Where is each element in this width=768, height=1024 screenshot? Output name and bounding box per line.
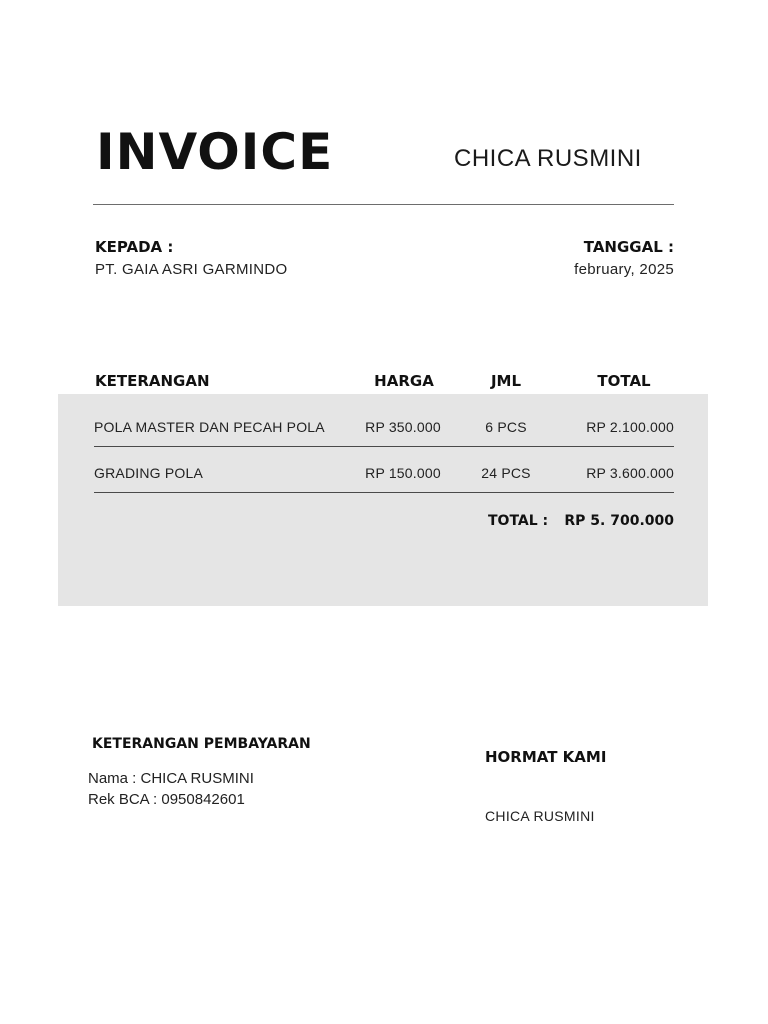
- recipient-label: KEPADA :: [95, 238, 174, 256]
- row-2-description: GRADING POLA: [94, 465, 203, 481]
- column-header-description: KETERANGAN: [95, 372, 210, 390]
- column-header-total: TOTAL: [597, 372, 651, 390]
- row-1-quantity: 6 PCS: [485, 419, 527, 435]
- signature-name: CHICA RUSMINI: [485, 808, 595, 824]
- row-divider: [94, 492, 674, 493]
- row-1-description: POLA MASTER DAN PECAH POLA: [94, 419, 325, 435]
- row-2-quantity: 24 PCS: [481, 465, 531, 481]
- date-value: february, 2025: [574, 261, 674, 278]
- grand-total-value: RP 5. 700.000: [564, 513, 674, 529]
- row-2-total: RP 3.600.000: [586, 465, 674, 481]
- invoice-title: INVOICE: [96, 123, 334, 181]
- row-1-price: RP 350.000: [365, 419, 441, 435]
- row-2-price: RP 150.000: [365, 465, 441, 481]
- payment-account-name: Nama : CHICA RUSMINI: [88, 770, 254, 787]
- date-label: TANGGAL :: [583, 238, 674, 256]
- payment-account-number: Rek BCA : 0950842601: [88, 791, 245, 808]
- recipient-value: PT. GAIA ASRI GARMINDO: [95, 261, 288, 278]
- column-header-price: HARGA: [374, 372, 434, 390]
- row-1-total: RP 2.100.000: [586, 419, 674, 435]
- column-header-quantity: JML: [490, 372, 522, 390]
- payment-info-title: KETERANGAN PEMBAYARAN: [92, 736, 311, 752]
- company-name: CHICA RUSMINI: [454, 145, 642, 172]
- row-divider: [94, 446, 674, 447]
- header-divider: [93, 204, 674, 205]
- signature-title: HORMAT KAMI: [485, 748, 607, 766]
- grand-total-label: TOTAL :: [488, 513, 549, 529]
